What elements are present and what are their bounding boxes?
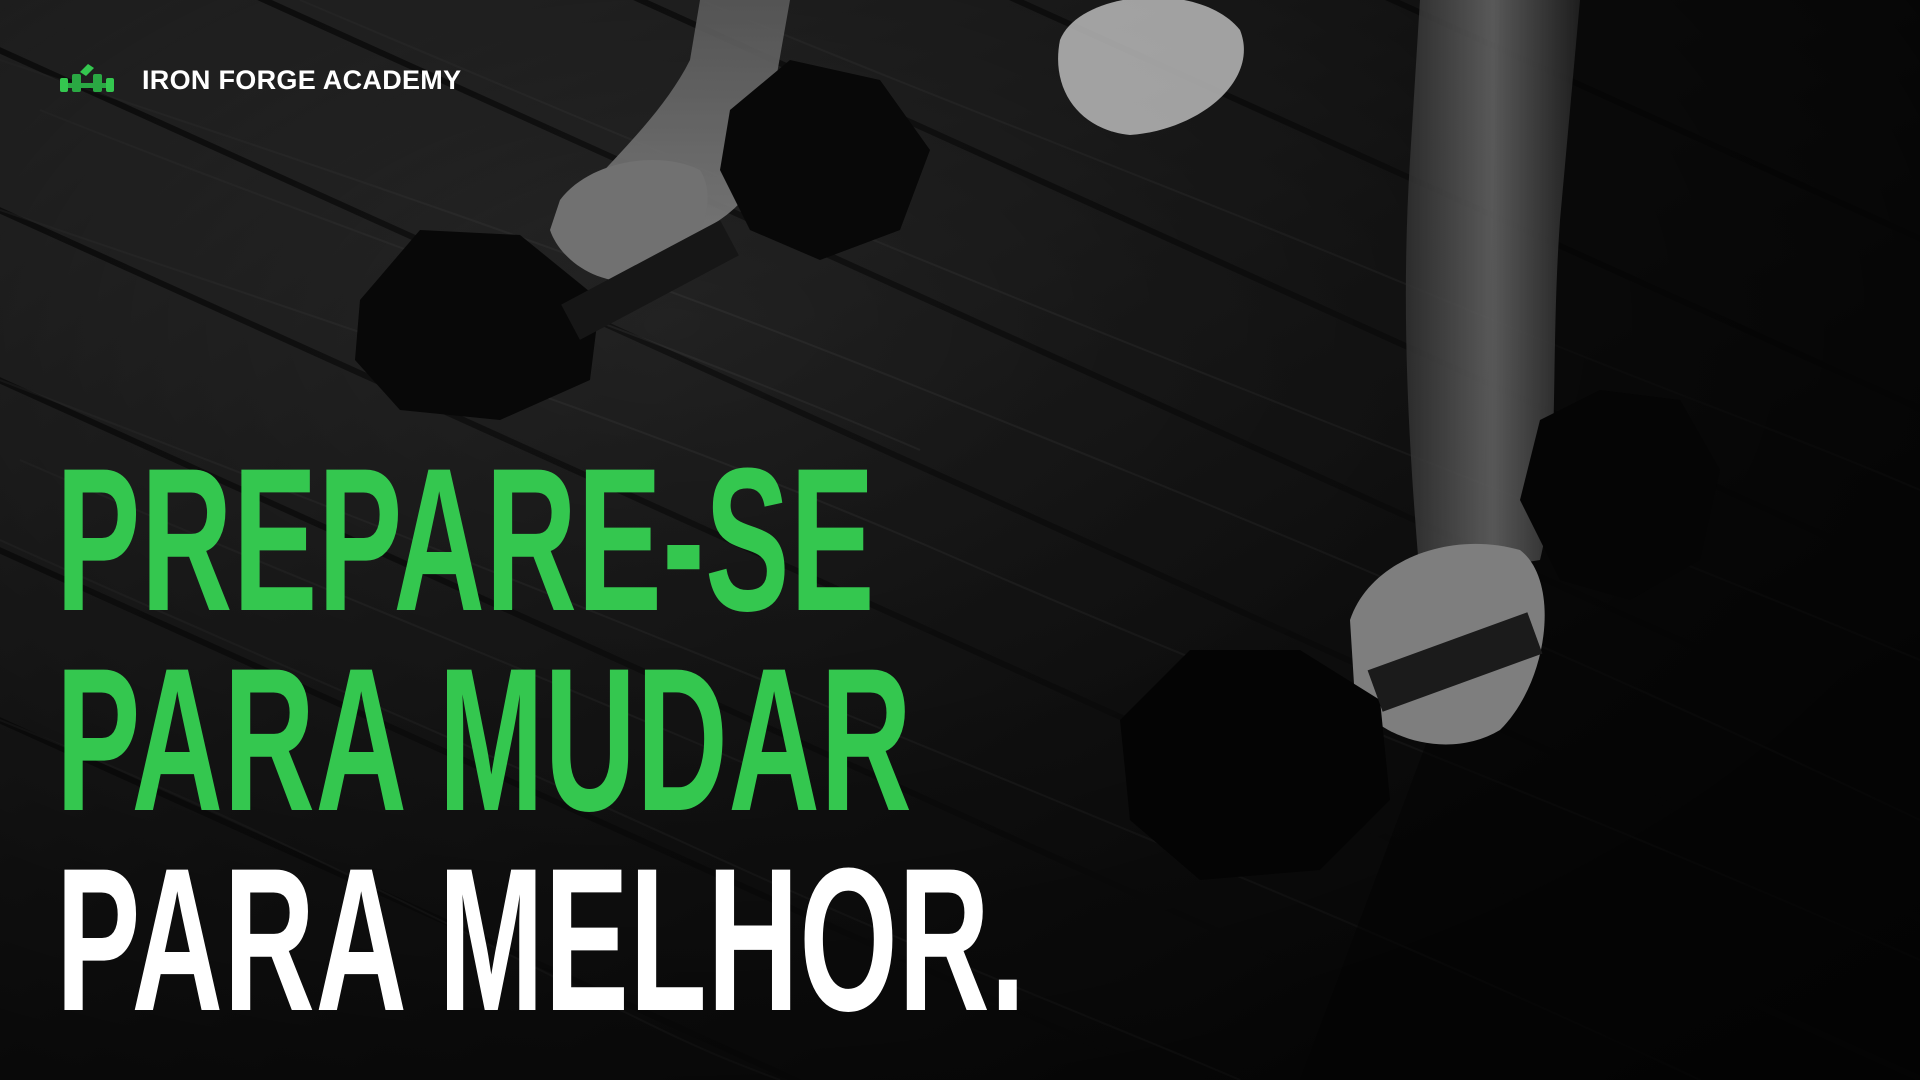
dumbbell-logo-icon [58,62,116,98]
brand-name: IRON FORGE ACADEMY [142,64,462,95]
headline-line-1: PREPARE-SE [56,426,876,655]
headline-line-2: PARA MUDAR [56,626,913,855]
brand[interactable] [58,62,461,98]
headline-line-3: PARA MELHOR. [56,826,1027,1055]
hero-headline [56,426,1621,1055]
